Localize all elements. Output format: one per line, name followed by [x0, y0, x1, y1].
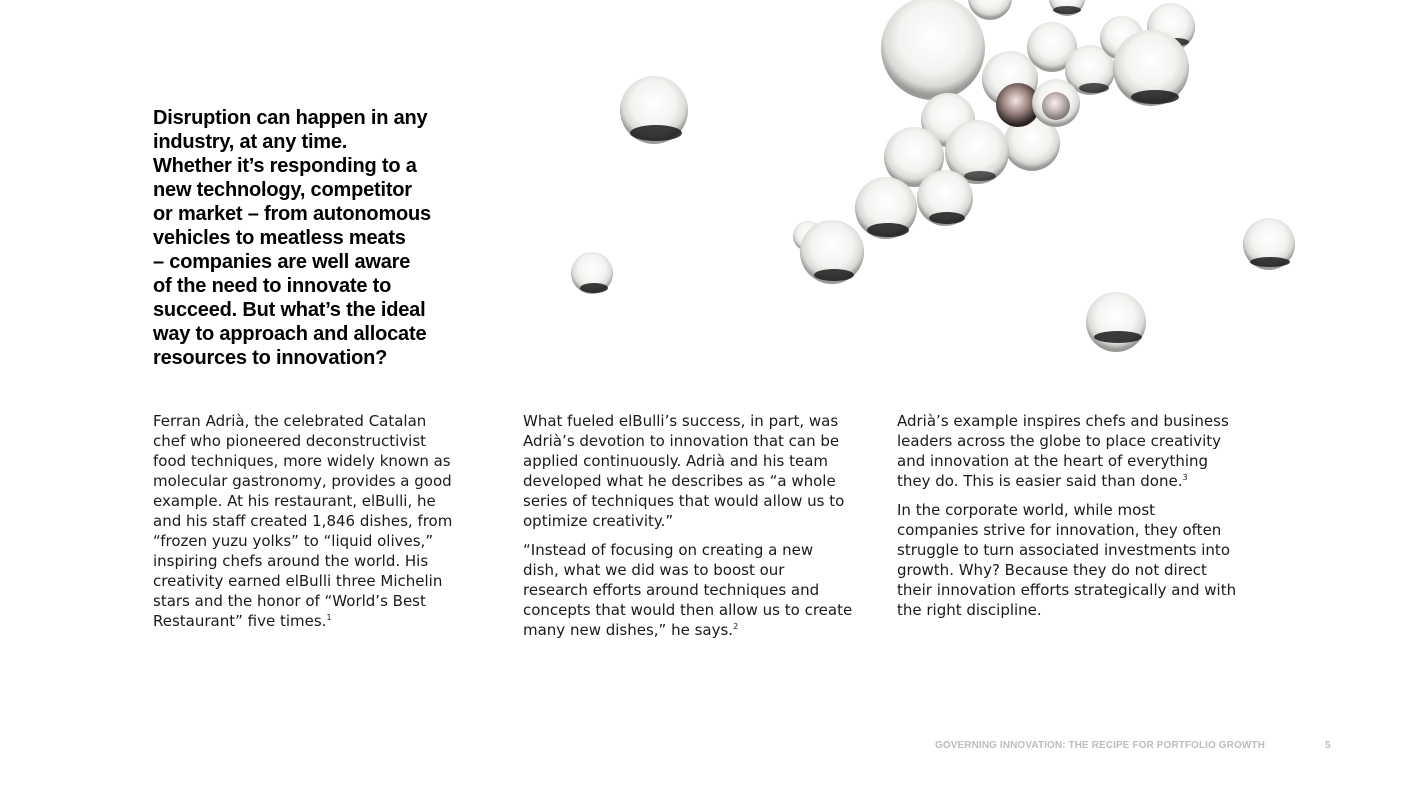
footnote-ref: 3	[1182, 473, 1188, 482]
bubble	[800, 220, 864, 284]
bubble	[855, 177, 917, 239]
body-column-3	[897, 411, 1237, 629]
paragraph-text: Adrià’s example inspires chefs and business leaders across the globe to place creativity and innovation at the heart of everything they do. This is easier said than done.	[897, 412, 1229, 490]
intro-line: Disruption can happen in any	[153, 107, 428, 129]
bubble	[1049, 0, 1085, 16]
page-number: 5	[1325, 740, 1331, 751]
bubble	[1086, 292, 1146, 352]
body-column-2	[523, 411, 853, 649]
intro-line: Whether it’s responding to a	[153, 155, 417, 177]
paragraph	[897, 500, 1237, 620]
intro-line: – companies are well aware	[153, 251, 411, 273]
bubble	[620, 76, 688, 144]
bubble	[917, 170, 973, 226]
bubble	[1113, 30, 1189, 106]
body-column-1	[153, 411, 463, 640]
paragraph	[897, 411, 1237, 491]
paragraph-text: In the corporate world, while most companies strive for innovation, they often struggle to turn associated investments into growth. Why? Because they do not direct their innovation efforts strategically and with the right discipline.	[897, 501, 1237, 619]
bubble-group	[571, 0, 1295, 352]
footer-title: GOVERNING INNOVATION: THE RECIPE FOR PORTFOLIO GROWTH	[935, 740, 1265, 751]
intro-line: way to approach and allocate	[153, 323, 427, 345]
paragraph	[523, 540, 853, 640]
paragraph-text: Ferran Adrià, the celebrated Catalan chef who pioneered deconstructivist food techniques, more widely known as molecular gastronomy, provides a good example. At his restaurant, elBulli, he and his staff created 1,846 dishes, from “frozen yuzu yolks” to “liquid olives,” inspiring chefs around the world. His creativity earned elBulli three Michelin stars and the honor of “World’s Best Restaurant” five times.	[153, 412, 453, 630]
bubble	[881, 0, 985, 100]
intro-line: vehicles to meatless meats	[153, 227, 406, 249]
bubble	[571, 252, 613, 294]
bubble	[1243, 218, 1295, 270]
intro-line: succeed. But what’s the ideal	[153, 299, 426, 321]
paragraph-text: “Instead of focusing on creating a new dish, what we did was to boost our research efforts around techniques and concepts that would then allow us to create many new dishes,” he says.	[523, 541, 853, 639]
intro-heading	[153, 106, 453, 370]
paragraph	[153, 411, 463, 631]
footnote-ref: 2	[733, 622, 739, 631]
intro-line: or market – from autonomous	[153, 203, 431, 225]
paragraph	[523, 411, 853, 531]
intro-line: of the need to innovate to	[153, 275, 392, 297]
intro-line: industry, at any time.	[153, 131, 348, 153]
intro-line: resources to innovation?	[153, 347, 388, 369]
intro-line: new technology, competitor	[153, 179, 412, 201]
bubble	[1032, 79, 1080, 127]
paragraph-text: What fueled elBulli’s success, in part, was Adrià’s devotion to innovation that can be applied continuously. Adrià and his team developed what he describes as “a whole series of techniques that would allow us to optimize creativity.”	[523, 412, 845, 530]
footnote-ref: 1	[326, 613, 332, 622]
